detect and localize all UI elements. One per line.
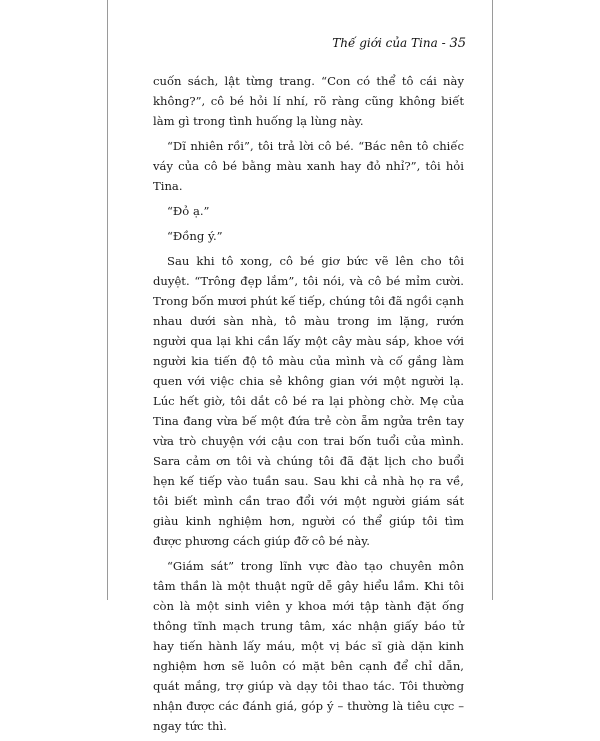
paragraph: “Đồng ý.”	[167, 229, 223, 243]
paragraph: Sau khi tô xong, cô bé giơ bức vẽ lên cho tôi duyệt. “Trông đẹp lắm”, tôi nói, và cô bé mỉm cười. Trong bốn mươi phút kế tiếp, chúng tôi đã ngồi cạnh nhau dưới sàn nhà, tô màu trong im lặng, rướn người qua lại khi cần lấy một cây màu sáp, khoe với người kia tiến độ tô màu của mình và cố gắng làm quen với việc chia sẻ không gian với một người lạ. Lúc hết giờ, tôi dắt cô bé ra lại phòng chờ. Mẹ của Tina đang vừa bế một đứa trẻ còn ẵm ngửa trên tay vừa trò chuyện với cậu con trai bốn tuổi của mình. Sara cảm ơn tôi và chúng tôi đã đặt lịch cho buổi hẹn kế tiếp vào tuần sau. Sau khi cả nhà họ ra về, tôi biết mình cần trao đổi với một người giám sát giàu kinh nghiệm hơn, người có thể giúp tôi tìm được phương cách giúp đỡ cô bé này.	[153, 254, 464, 548]
paragraph: “Dĩ nhiên rồi”, tôi trả lời cô bé. “Bác nên tô chiếc váy của cô bé bằng màu xanh hay đỏ nhỉ?”, tôi hỏi Tina.	[153, 139, 464, 193]
paragraph: “Đỏ ạ.”	[167, 204, 210, 218]
page-number: 35	[449, 36, 466, 51]
running-head	[108, 36, 466, 51]
book-page	[107, 0, 493, 733]
title-separator: -	[441, 36, 446, 50]
body-text	[153, 71, 464, 741]
paragraph: “Giám sát” trong lĩnh vực đào tạo chuyên môn tâm thần là một thuật ngữ dễ gây hiểu lầm. Khi tôi còn là một sinh viên y khoa mới tập tành đặt ống thông tĩnh mạch trung tâm, xác nhận giấy báo tử hay tiến hành lấy máu, một vị bác sĩ già dặn kinh nghiệm hơn sẽ luôn có mặt bên cạnh để chỉ dẫn, quát mắng, trợ giúp và dạy tôi thao tác. Tôi thường nhận được các đánh giá, góp ý – thường là tiêu cực – ngay tức thì.	[153, 559, 464, 733]
book-title: Thế giới của Tina	[332, 36, 438, 50]
paragraph: cuốn sách, lật từng trang. “Con có thể tô cái này không?”, cô bé hỏi lí nhí, rõ ràng cũng không biết làm gì trong tình huống lạ lùng này.	[153, 74, 464, 128]
